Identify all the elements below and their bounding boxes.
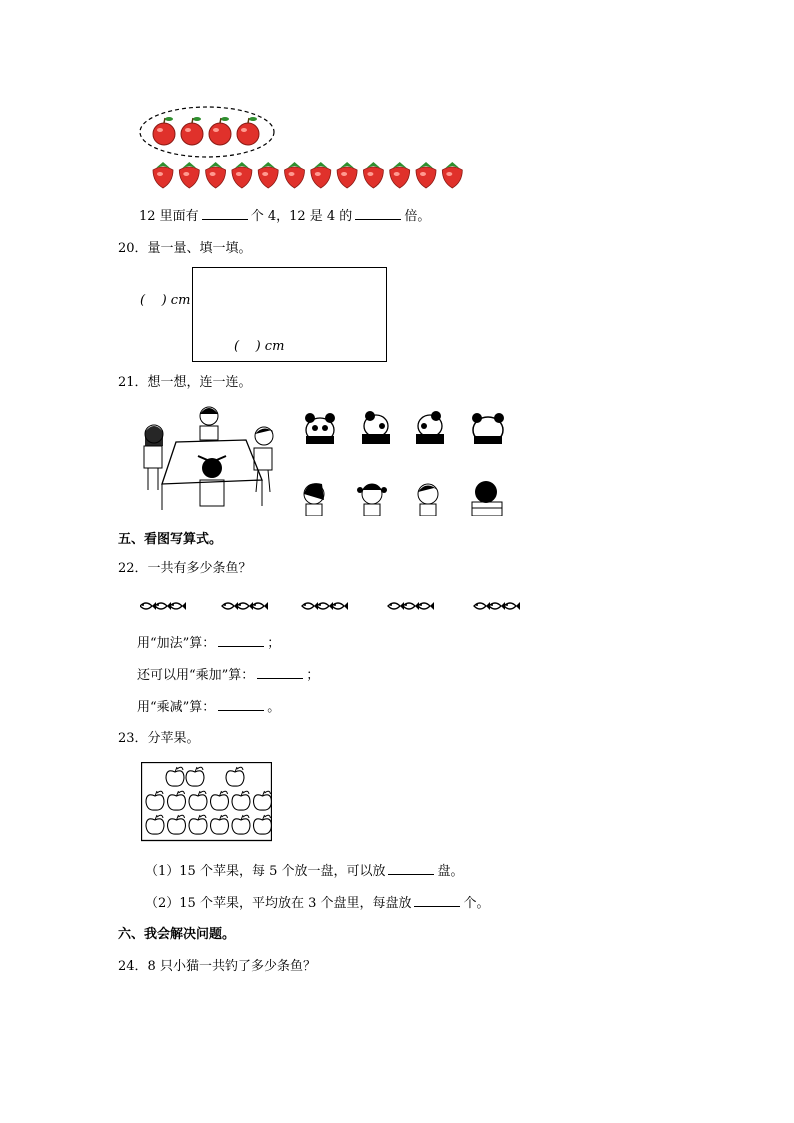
fish-group (222, 602, 268, 610)
q23-part2 (145, 894, 490, 913)
fish-icon (155, 602, 171, 610)
children-at-table-illustration (136, 402, 276, 514)
strawberry-icon (179, 162, 199, 188)
addition-prompt: 用“加法”算： (137, 636, 216, 651)
answer-blank[interactable] (388, 862, 434, 875)
fish-icon (222, 602, 238, 610)
apple-outline-icon (254, 815, 272, 834)
panda-side-icon (362, 411, 390, 444)
q21-title: 21．想一想，连一连。 (118, 375, 252, 390)
answer-blank[interactable] (218, 698, 264, 711)
q22-line-multiply-subtract (137, 698, 280, 717)
answer-blank[interactable] (218, 634, 264, 647)
fish-icon (474, 602, 490, 610)
punct: 。 (267, 700, 281, 715)
bottom-length-label[interactable]: ( ) cm (234, 339, 285, 354)
panda-back-icon (472, 413, 504, 444)
fish-group (388, 602, 434, 610)
fish-icon (252, 602, 268, 610)
apple-outline-icon (146, 791, 164, 810)
children-views-row (300, 478, 515, 516)
q23-part1-text: （1）15 个苹果，每 5 个放一盘，可以放 (145, 864, 386, 879)
side-length-label[interactable]: ( ) cm (140, 293, 191, 308)
apple-outline-icon (168, 815, 186, 834)
panda-other-side-icon (416, 411, 444, 444)
strawberry-icon (311, 162, 331, 188)
strawberry-icon (285, 162, 305, 188)
apple-outline-icon (232, 791, 250, 810)
fish-group (140, 602, 186, 610)
strawberry-icon (232, 162, 252, 188)
apple-outline-icon (211, 791, 229, 810)
fish-icon (489, 602, 505, 610)
multiply-add-prompt: 还可以用“乘加”算： (137, 668, 255, 683)
strawberry-icon (363, 162, 383, 188)
answer-blank[interactable] (257, 666, 303, 679)
answer-blank[interactable] (355, 207, 401, 220)
apple-outline-icon (146, 815, 164, 834)
panda-front-icon (305, 413, 335, 444)
q23-part2-text: （2）15 个苹果，平均放在 3 个盘里，每盘放 (145, 896, 412, 911)
q19-text-b: 个 4，12 是 4 的 (250, 209, 353, 224)
measure-rectangle (192, 267, 387, 362)
apple-icon (209, 117, 231, 145)
answer-blank[interactable] (414, 894, 460, 907)
apple-outline-icon (186, 767, 204, 786)
apple-outline-icon (166, 767, 184, 786)
fish-group (302, 602, 348, 610)
q22-line-multiply-add (137, 666, 319, 685)
multiply-subtract-prompt: 用“乘减”算： (137, 700, 216, 715)
apples-box-figure (141, 762, 272, 842)
apple-strawberry-figure (138, 104, 488, 190)
q22-line-addition (137, 634, 280, 653)
apple-outline-icon (168, 791, 186, 810)
punct: ； (306, 668, 320, 683)
apple-icon (181, 117, 203, 145)
fish-icon (388, 602, 404, 610)
apple-outline-icon (254, 791, 272, 810)
apple-outline-icon (189, 815, 207, 834)
fish-icon (140, 602, 156, 610)
fish-icon (302, 602, 318, 610)
answer-blank[interactable] (202, 207, 248, 220)
unit-text: 盘。 (437, 864, 464, 879)
strawberry-icon (206, 162, 226, 188)
girl-pigtails-icon (357, 484, 387, 516)
fish-icon (418, 602, 434, 610)
q19-text-a: 12 里面有 (139, 209, 199, 224)
fish-icon (237, 602, 253, 610)
apple-icon (237, 117, 259, 145)
fish-icon (332, 602, 348, 610)
strawberry-icon (416, 162, 436, 188)
strawberry-icon (337, 162, 357, 188)
unit-text: 个。 (463, 896, 490, 911)
boy-face-icon (418, 484, 438, 516)
section-five-heading: 五、看图写算式。 (118, 532, 223, 547)
fish-icon (317, 602, 333, 610)
apple-icon (153, 117, 175, 145)
apple-outline-icon (226, 767, 244, 786)
strawberry-icon (442, 162, 462, 188)
fish-groups-figure (140, 596, 525, 616)
strawberry-icon (153, 162, 173, 188)
punct: ； (267, 636, 281, 651)
strawberry-icon (390, 162, 410, 188)
girl-face-icon (304, 483, 324, 516)
q19-text-c: 倍。 (404, 209, 431, 224)
apple-outline-icon (232, 815, 250, 834)
strawberry-icon (258, 162, 278, 188)
q23-part1 (145, 862, 464, 881)
q22-title: 22．一共有多少条鱼？ (118, 561, 252, 576)
child-back-icon (472, 481, 502, 516)
q19-question (139, 207, 430, 226)
fish-group (474, 602, 520, 610)
q24-title: 24．8 只小猫一共钓了多少条鱼？ (118, 959, 316, 974)
section-six-heading: 六、我会解决问题。 (118, 927, 236, 942)
fish-icon (504, 602, 520, 610)
fish-icon (170, 602, 186, 610)
apple-outline-icon (189, 791, 207, 810)
q20-title: 20．量一量、填一填。 (118, 241, 252, 256)
apple-outline-icon (211, 815, 229, 834)
q23-title: 23．分苹果。 (118, 731, 200, 746)
panda-views-row (300, 410, 515, 446)
fish-icon (403, 602, 419, 610)
